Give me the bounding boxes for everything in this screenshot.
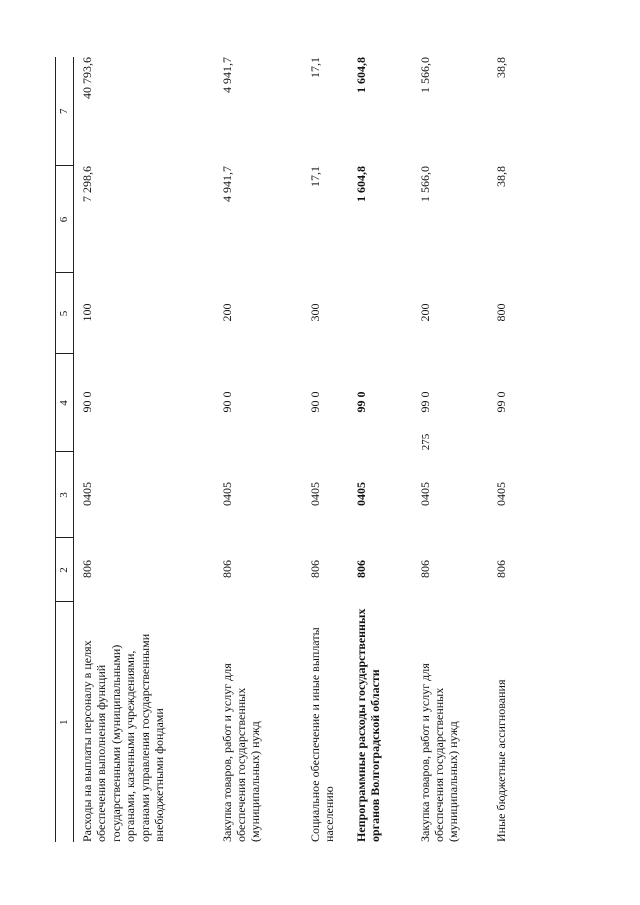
header-col-3: 3 (56, 452, 74, 538)
cell-col-2: 806 (307, 560, 322, 578)
row-name: Непрограммные расходы государственных органов Волгоградской области (353, 608, 382, 842)
cell-col-6: 1 604,8 (353, 166, 368, 202)
header-col-6: 6 (56, 166, 74, 273)
cell-col-3: 0405 (80, 482, 94, 506)
cell-col-4: 90 0 (307, 391, 322, 413)
header-col-5: 5 (56, 273, 74, 354)
cell-col-7: 1 604,8 (353, 57, 368, 93)
cell-col-5 (348, 273, 412, 354)
table-row (488, 57, 528, 842)
row-name: Социальное обеспечение и иные выплаты населению (307, 627, 336, 842)
row-name: Расходы на выплаты персоналу в целях обеспечения выполнения функций государственными (муниципальными) органами, казенными учреждениями, органами управления государственными внебюджетными фондами (80, 633, 166, 842)
cell-col-6: 17,1 (307, 166, 322, 187)
cell-col-5: 200 (219, 303, 234, 322)
cell-col-4: 90 0 (80, 391, 94, 413)
cell-col-3: 0405 (493, 482, 508, 506)
cell-col-4: 90 0 (219, 391, 234, 413)
cell-col-7: 38,8 (493, 57, 508, 78)
header-col-7: 7 (56, 57, 74, 166)
row-name: Иные бюджетные ассигнования (493, 679, 508, 842)
cell-col-5: 200 (417, 303, 432, 322)
cell-col-4: 99 0 (353, 391, 368, 413)
cell-col-6: 38,8 (493, 166, 508, 187)
header-col-1: 1 (56, 602, 74, 842)
cell-col-4: 99 0 (493, 391, 508, 413)
header-row (56, 57, 74, 842)
cell-col-7: 17,1 (307, 57, 322, 78)
cell-col-3: 0405 (353, 482, 368, 506)
cell-col-4: 99 0 (417, 391, 432, 413)
table-row (214, 57, 302, 842)
cell-col-3: 0405 (307, 482, 322, 506)
row-name: Закупка товаров, работ и услуг для обеспечения государственных (муниципальных) нужд (417, 663, 461, 842)
cell-col-2: 806 (417, 560, 432, 578)
cell-col-2: 806 (219, 560, 234, 578)
row-name: Закупка товаров, работ и услуг для обеспечения государственных (муниципальных) нужд (219, 663, 263, 842)
cell-col-2: 806 (80, 560, 94, 578)
page-number: 275 (420, 433, 432, 451)
cell-col-3: 0405 (417, 482, 432, 506)
cell-col-7: 1 566,0 (417, 57, 432, 93)
cell-col-5: 300 (307, 303, 322, 322)
table-row (412, 57, 488, 842)
header-col-2: 2 (56, 538, 74, 602)
table-row (302, 57, 348, 842)
header-col-4: 4 (56, 354, 74, 452)
cell-col-3: 0405 (219, 482, 234, 506)
cell-col-5: 800 (493, 303, 508, 322)
cell-col-2: 806 (353, 560, 368, 578)
cell-col-7: 4 941,7 (219, 57, 234, 93)
cell-col-5: 100 (80, 303, 94, 322)
table-row (348, 57, 412, 842)
cell-col-2: 806 (493, 560, 508, 578)
cell-col-6: 7 298,6 (80, 166, 94, 202)
cell-col-6: 1 566,0 (417, 166, 432, 202)
table-row (74, 57, 214, 842)
cell-col-6: 4 941,7 (219, 166, 234, 202)
rotated-page-content (55, 57, 587, 842)
budget-table (55, 57, 528, 842)
cell-col-7: 40 793,6 (80, 57, 94, 99)
